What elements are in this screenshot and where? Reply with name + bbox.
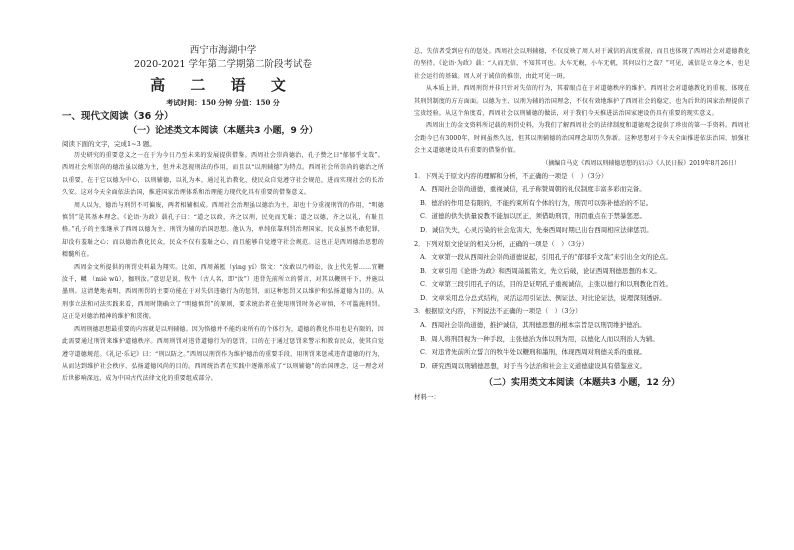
right-column bbox=[414, 46, 750, 403]
option-c: C．文章第三段引用孔子的话，目的是证明孔子重视诚信，主张以德行和以刑教化百姓。 bbox=[420, 280, 672, 289]
material-label: 材料一： bbox=[414, 393, 440, 402]
subsection-title: （一）论述类文本阅读（本题共3 小题，9 分） bbox=[128, 126, 318, 136]
subsection-title-2: （二）实用类文本阅读（本题共3 小题，12 分） bbox=[483, 378, 681, 389]
option-d: D．文章采用总分总式结构，灵活运用引证法、例证法、对比论证法，说理深刻透辟。 bbox=[420, 293, 666, 302]
option-b: B．周人将刑罚视为一种手段，主张德治为体以刑为用，以德化人而以刑治人为辅。 bbox=[420, 334, 659, 343]
paragraph: 从本质上讲，西周刑罚并非只针对失信的行为，其着眼点在于对道德秩序的维护。西周社会对道德教化的重视，体现在其刑罚制度的方方面面。以德为主、以刑为辅的治国理念，不仅有效地维护了西周社会的稳定，也为后世的国家治理提供了宝贵经验。从这个角度看，西周社会以刑辅德的做法，对于我们今天推进法治国家建设仍具有重要的现实意义。 bbox=[414, 85, 750, 118]
option-d: D．诚信失失，心灵污染的社会危害大，先秦西周时期已出台西周相应法律惩罚。 bbox=[420, 225, 653, 234]
paragraph: 西周金文所提供的刑罚史料最为翔实。比如，西周㒼匜（yìng yí）铭文：“汝敢以乃师讼，汝上代先誓……宜鞭汝千，幭 （miè wū），㹢刑汝。”意思是说，牧牛（古人名，即“汝”）违背先前所立的誓言，对其以鞭刑千下，并施以墨刑。这清楚地表明，西周刑罚的主要功能在于对失信违德行为的惩罚，而这种惩罚又以维护和弘扬道德为目的。从刑事立法和司法实践来看，西周时期确立了“明德慎罚”的原则，要求统治者在使用刑罚时务必审慎，不可滥施刑罚。这正是对德治精神的维护和贯彻。 bbox=[62, 263, 384, 321]
option-c: C．道德的供失供量说教不能加以匡正，须借助刑罚，刑罚重点在于禁暴惩恶。 bbox=[420, 212, 646, 221]
question-1 bbox=[414, 170, 750, 238]
paragraph: 西周出土的金文资料所记载的刑罚史料，为我们了解西周社会的法律制度和道德观念提供了珍贵的第一手资料。西周社会距今已有3000年，时间虽然久远，但其以刑辅德的治国理念却历久弥新。这种思想对于今天全面推进依法治国、加强社会主义道德建设具有重要的借鉴价值。 bbox=[414, 122, 750, 155]
option-b: B．德治的作用是有限的，不能约束所有个体的行为，刑罚可以弥补德治的不足。 bbox=[420, 198, 653, 207]
option-a: A．文章第一段从西周社会崇尚道德说起，引用孔子的“郁郁乎文哉”来引出全文的论点。 bbox=[420, 253, 672, 262]
paragraph: 总，失信者受到应有的惩处。西周社会以刑辅德，不仅反映了周人对于诚信的高度重视，而且也体现了西周社会对道德教化的坚持。《论语·为政》载：“人而无信，不知其可也。大车无輗，小车无軏，其何以行之哉？”可见，诚信是立身之本，也是社会运行的基础。周人对于诚信的推崇，由此可见一斑。 bbox=[414, 48, 750, 80]
option-b: B．文章引用《论语·为政》和西周㒼匜铭文，先立后破，论证西周刑德思想的本义。 bbox=[420, 266, 661, 275]
exam-title: 2020-2021 学年第二学期第二阶段考试卷 bbox=[133, 59, 313, 70]
option-d: D．研究西周以刑辅德思想，对于当今法治和社会主义道德建设具有借鉴意义。 bbox=[420, 361, 647, 370]
question-3 bbox=[414, 305, 750, 373]
paragraph: 历史研究的重要意义之一在于为今日乃至未来的发展提供借鉴。西周社会崇尚德治，孔子赞之曰“郁郁乎文哉”。西周社会所崇尚的德治虽以德为主，但并未忽视刑法的作用，而且以“以刑辅德”为特点。西周社会所崇尚的德治之所以重要，在于它以德为中心，以刑辅德，以礼为本，通过礼治教化，使民众自觉遵守社会规范，进而实现社会的长治久安。这对今天全面依法治国，推进国家治理体系和治理能力现代化具有重要的借鉴意义。 bbox=[62, 152, 384, 197]
school-name: 西宁市海湖中学 bbox=[189, 45, 257, 56]
option-a: A．西周社会崇尚道德，重视诚信，孔子称赞周朝的礼仪制度丰富多彩而完备。 bbox=[420, 185, 646, 194]
paragraph: 周人以为，德治与刑罚不可偏废，两者相辅相成。西周社会治理虽以德治为主，却也十分重视刑罚的作用，“明德慎罚”是其基本理念。《论语·为政》载孔子曰：“道之以政，齐之以刑，民免而无耻；道之以德，齐之以礼，有耻且格。”孔子的主张继承了西周以德为主、刑罚为辅的治国思想。他认为，单纯依靠刑罚治理国家，民众虽然不敢犯罪，却没有羞耻之心；而以德治教化民众，民众不仅有羞耻之心，而且能够自觉遵守社会规范。这也正是西周德治思想的精髓所在。 bbox=[62, 201, 384, 259]
exam-meta: 考试时间：150 分钟 分值：150 分 bbox=[166, 98, 280, 107]
question-2 bbox=[414, 238, 750, 306]
source-citation: （摘编自马克《西周以刑辅德思想的启示》《人民日报》2019年8月26日） bbox=[542, 159, 740, 167]
paragraph: 西周刑德思想最重要的内容就是以刑辅德。因为恪德并不能约束所有的个体行为，道德的教化作用也是有限的，因此需要通过刑罚来维护道德秩序。西周刑罚对违背道德行为的惩罚，目的在于通过惩罚来警示和教育民众，使其自觉遵守道德规范。《礼记·乐记》曰：“刑以防之。”西周以刑罚作为维护德治的重要手段，用刑罚来惩戒违背道德的行为，从而达到维护社会秩序、弘扬道德风尚的目的。西周统治者在实践中逐渐形成了“以刑辅德”的治国理念，这一理念对后世影响深远，成为中国古代法律文化的重要组成部分。 bbox=[62, 325, 385, 383]
question-stem: 3．根据原文内容，下列说法不正确的一项是（ ）（3分） bbox=[414, 307, 582, 316]
section-title: 一、现代文阅读（36 分） bbox=[62, 111, 174, 122]
subject-title: 高 二 语 文 bbox=[150, 76, 296, 94]
option-a: A．西周社会崇尚道德，推护诚信，其刑德思想的根本宗旨是以刑罚维护德治。 bbox=[420, 320, 646, 329]
left-column bbox=[62, 44, 384, 386]
question-stem: 1．下列关于原文内容的理解和分析，不正确的一项是（ ）（3分） bbox=[414, 171, 608, 180]
option-c: C．对违背先前所立誓言的牧牛处以鞭刑和墨刑，体现西周对刑德关系的重视。 bbox=[420, 348, 646, 357]
question-stem: 2．下列对原文论证的相关分析，正确的一项是（ ）（3分） bbox=[414, 239, 589, 248]
instruction: 阅读下面的文字，完成1~3 题。 bbox=[62, 140, 156, 148]
exam-header bbox=[62, 44, 384, 108]
